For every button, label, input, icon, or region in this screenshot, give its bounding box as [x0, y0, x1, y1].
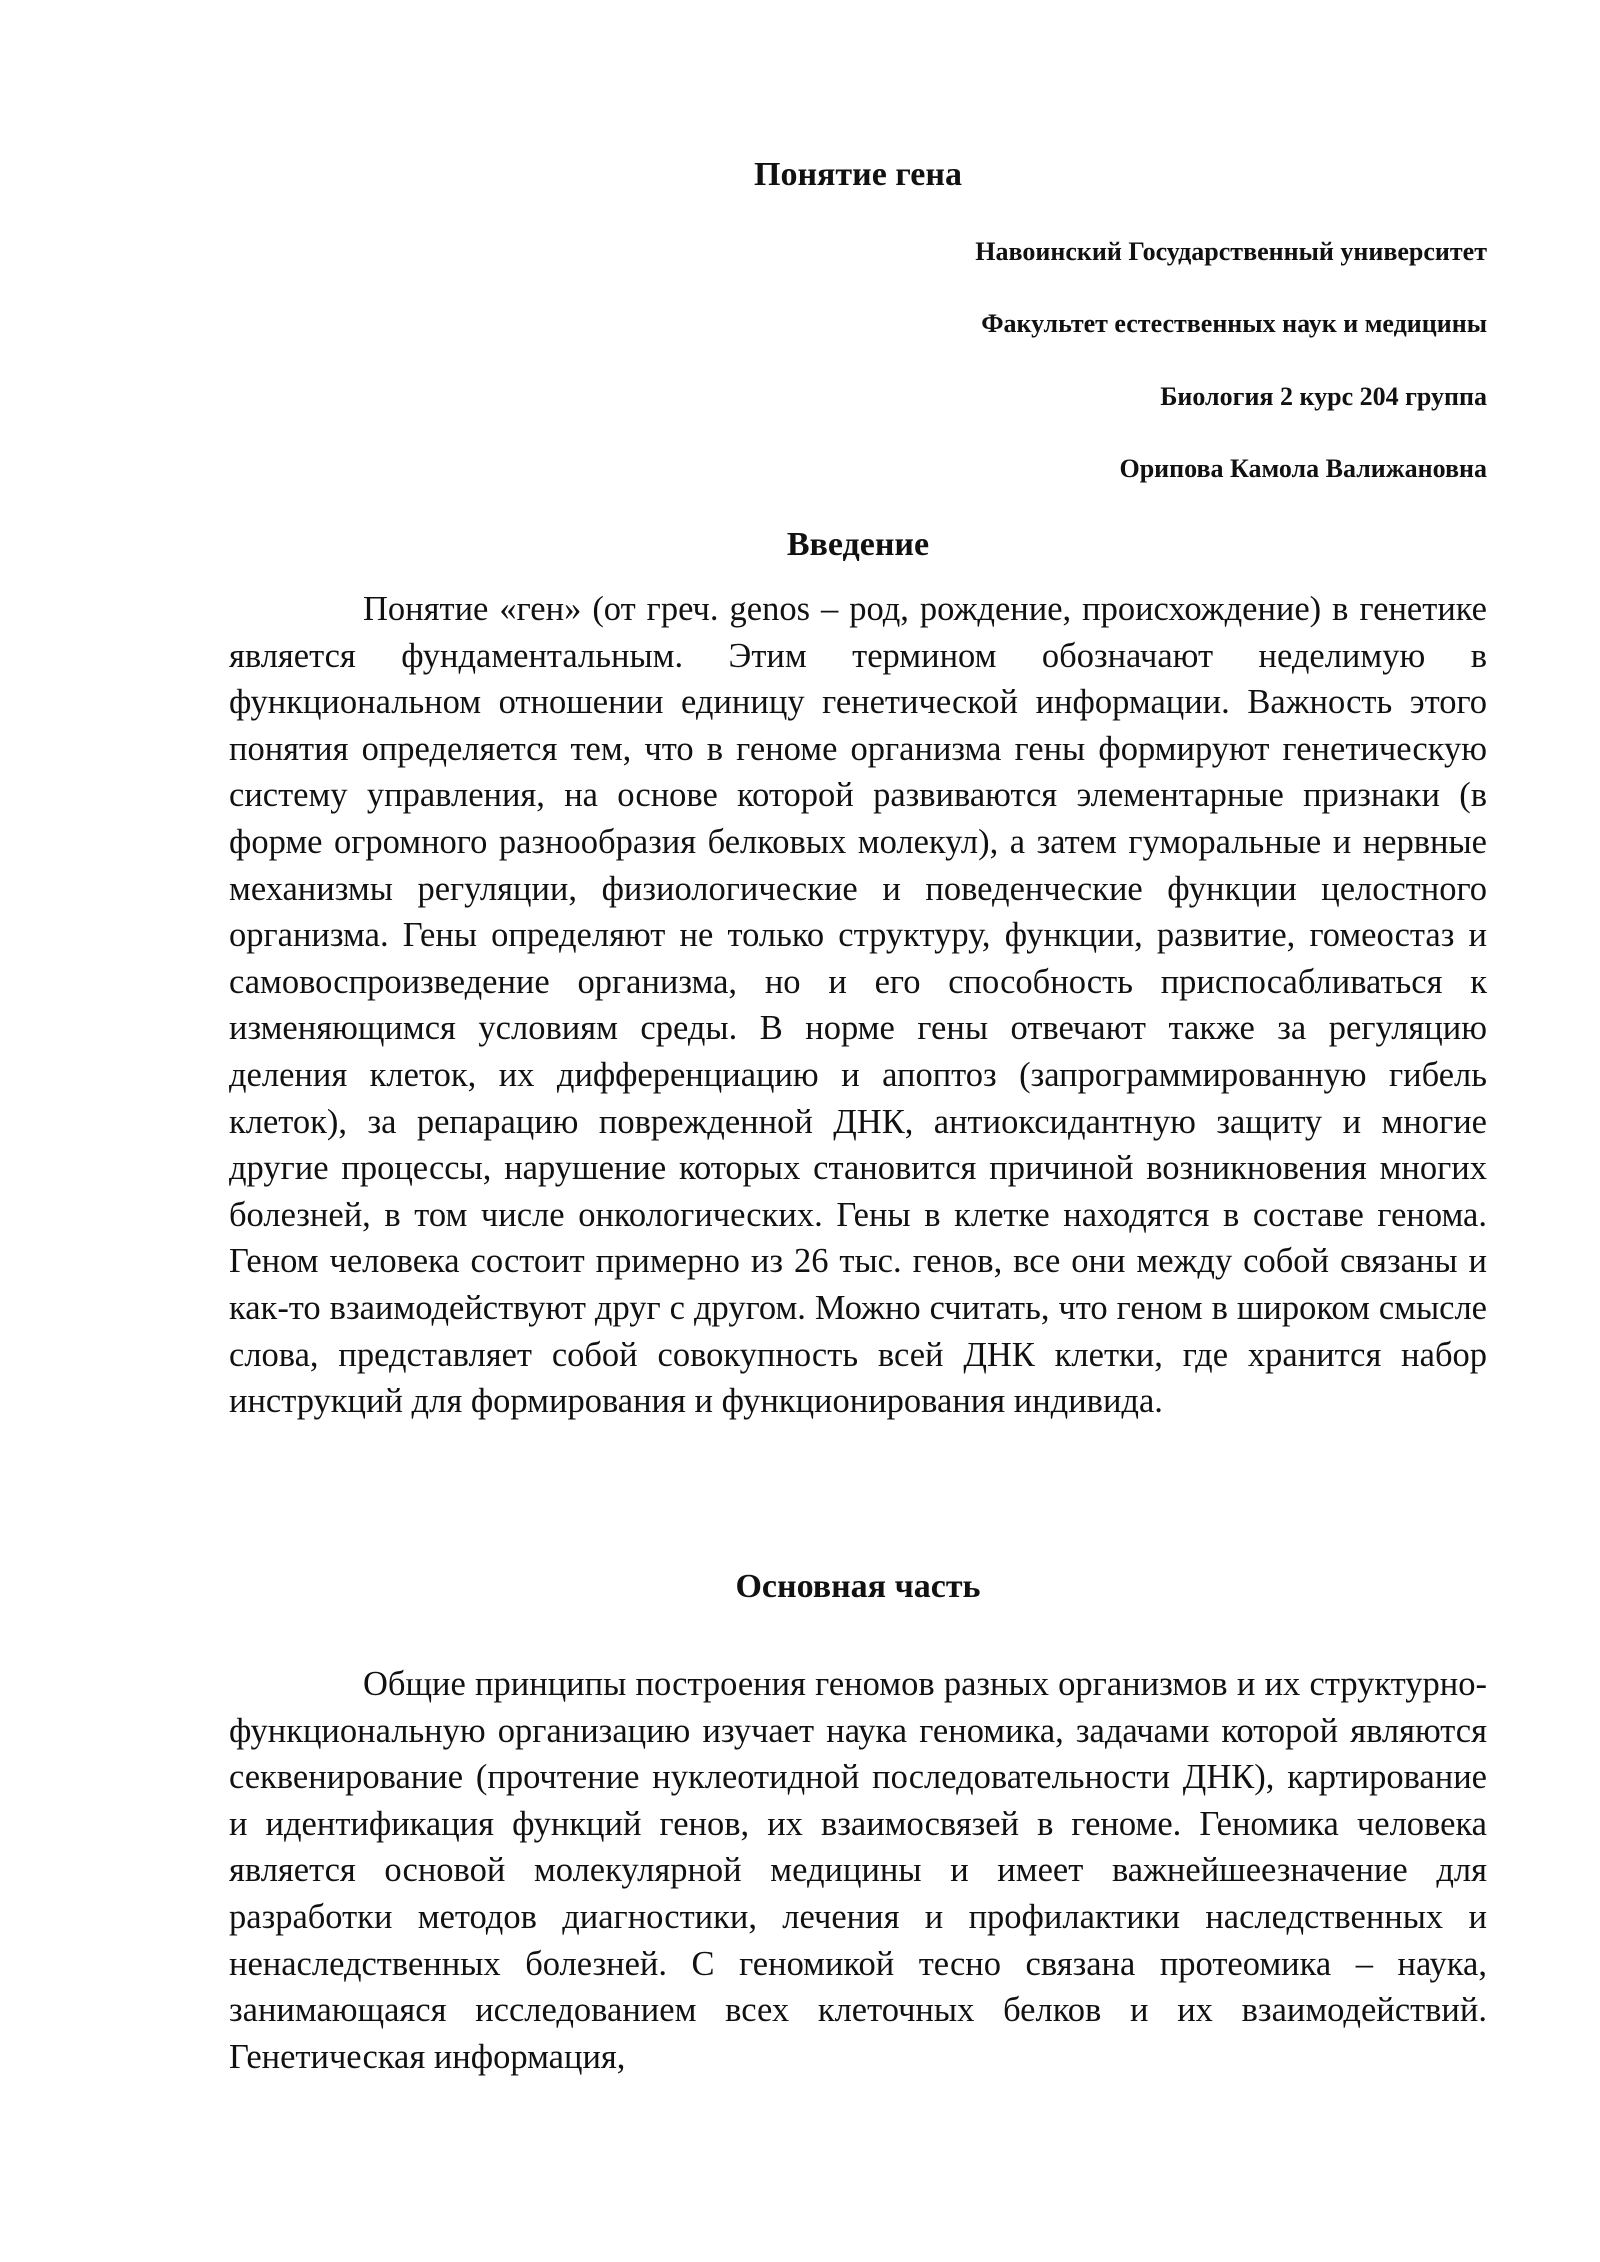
course-group: Биология 2 курс 204 группа [1160, 382, 1487, 411]
faculty-name: Факультет естественных наук и медицины [981, 309, 1487, 338]
section-heading-main-part: Основная часть [735, 1568, 981, 1605]
introduction-paragraph: Понятие «ген» (от греч. genos – род, рождение, происхождение) в генетике является фундаментальным. Этим термином обозначают неделимую в функциональном отношении единицу генетической информации. Важность этого понятия определяется тем, что в геноме организма гены формируют генетическую систему управления, на основе которой развиваются элементарные признаки (в форме огромного разнообразия белковых молекул), а затем гуморальные и нервные механизмы регуляции, физиологические и поведенческие функции целостного организма. Гены определяют не только структуру, функции, развитие, гомеостаз и самовоспроизведение организма, но и его способность приспосабливаться к изменяющимся условиям среды. В норме гены отвечают также за регуляцию деления клеток, их дифференциацию и апоптоз (запрограммированную гибель клеток), за репарацию поврежденной ДНК, антиоксидантную защиту и многие другие процессы, нарушение которых становится причиной возникновения многих болезней, в том числе онкологических. Гены в клетке находятся в составе генома. Геном человека состоит примерно из 26 тыс. генов, все они между собой связаны и как-то взаимодействуют друг с другом. Можно считать, что геном в широком смысле слова, представляет собой совокупность всей ДНК клетки, где хранится набор инструкций для формирования и функционирования индивида. [229, 590, 1487, 1421]
section-heading-introduction: Введение [786, 526, 930, 563]
document-title: Понятие гена [754, 156, 962, 193]
author-name: Орипова Камола Валижановна [1119, 454, 1487, 483]
university-name: Навоинский Государственный университет [975, 237, 1487, 266]
main-part-paragraph: Общие принципы построения геномов разных организмов и их структурно-функциональную организацию изучает наука геномика, задачами которой являются секвенирование (прочтение нуклеотидной последовательности ДНК), картирование и идентификация функций генов, их взаимосвязей в геноме. Геномика человека является основой молекулярной медицины и имеет важнейшеезначение для разработки методов диагностики, лечения и профилактики наследственных и ненаследственных болезней. С геномикой тесно связана протеомика – наука, занимающаяся исследованием всех клеточных белков и их взаимодействий. Генетическая информация, [229, 1665, 1487, 2076]
